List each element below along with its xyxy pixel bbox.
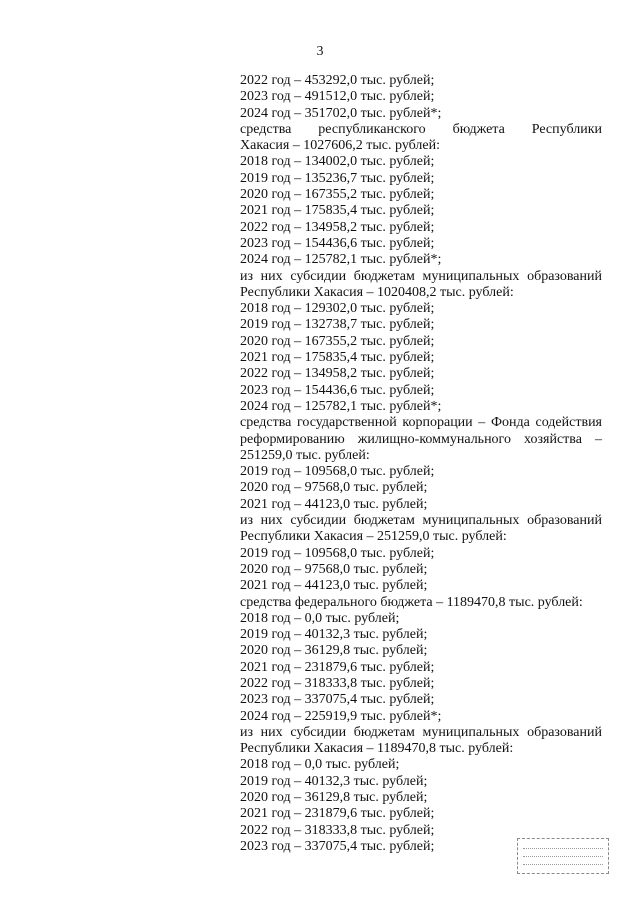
text-line: средства федерального бюджета – 1189470,8 тыс. рублей: — [240, 594, 583, 610]
text-line: из них субсидии бюджетам муниципальных образований — [240, 513, 602, 529]
text-line: 2023 год – 337075,4 тыс. рублей; — [240, 838, 435, 854]
text-line: Хакасия – 1027606,2 тыс. рублей: — [240, 138, 440, 154]
text-line: 251259,0 тыс. рублей: — [240, 447, 370, 463]
stamp-line — [523, 864, 603, 865]
text-line: 2021 год – 231879,6 тыс. рублей; — [240, 659, 435, 675]
text-line: 2018 год – 0,0 тыс. рублей; — [240, 610, 400, 626]
text-line: 2018 год – 129302,0 тыс. рублей; — [240, 301, 435, 317]
text-line: 2022 год – 318333,8 тыс. рублей; — [240, 675, 435, 691]
text-line: 2020 год – 97568,0 тыс. рублей; — [240, 561, 428, 577]
text-line: 2021 год – 175835,4 тыс. рублей; — [240, 350, 435, 366]
text-line: 2021 год – 175835,4 тыс. рублей; — [240, 203, 435, 219]
text-line: средства республиканского бюджета Республики — [240, 121, 602, 137]
text-line: 2020 год – 36129,8 тыс. рублей; — [240, 643, 428, 659]
stamp-line — [523, 856, 603, 857]
text-line: 2024 год – 351702,0 тыс. рублей*; — [240, 105, 442, 121]
text-line: 2023 год – 491512,0 тыс. рублей; — [240, 89, 435, 105]
text-line: 2022 год – 134958,2 тыс. рублей; — [240, 219, 435, 235]
text-line: 2023 год – 154436,6 тыс. рублей; — [240, 235, 435, 251]
text-line: 2022 год – 134958,2 тыс. рублей; — [240, 366, 435, 382]
text-line: 2022 год – 318333,8 тыс. рублей; — [240, 822, 435, 838]
text-line: 2018 год – 0,0 тыс. рублей; — [240, 757, 400, 773]
text-line: Республики Хакасия – 1020408,2 тыс. рублей: — [240, 284, 514, 300]
text-line: 2020 год – 167355,2 тыс. рублей; — [240, 187, 435, 203]
text-line: 2019 год – 40132,3 тыс. рублей; — [240, 627, 428, 643]
document-body — [240, 73, 602, 855]
stamp-line — [523, 848, 603, 849]
text-line: 2020 год – 167355,2 тыс. рублей; — [240, 333, 435, 349]
text-line: 2024 год – 225919,9 тыс. рублей*; — [240, 708, 442, 724]
text-line: 2019 год – 132738,7 тыс. рублей; — [240, 317, 435, 333]
text-line: 2021 год – 44123,0 тыс. рублей; — [240, 496, 428, 512]
text-line: 2024 год – 125782,1 тыс. рублей*; — [240, 398, 442, 414]
text-line: Республики Хакасия – 1189470,8 тыс. рублей: — [240, 741, 514, 757]
text-line: средства государственной корпорации – Фонда содействия — [240, 415, 602, 431]
text-line: 2019 год – 109568,0 тыс. рублей; — [240, 545, 435, 561]
text-line: 2022 год – 453292,0 тыс. рублей; — [240, 73, 435, 88]
text-line: из них субсидии бюджетам муниципальных образований — [240, 724, 602, 740]
text-line: 2019 год – 135236,7 тыс. рублей; — [240, 170, 435, 186]
text-line: 2020 год – 36129,8 тыс. рублей; — [240, 790, 428, 806]
registration-stamp — [517, 838, 609, 874]
text-line: 2020 год – 97568,0 тыс. рублей; — [240, 480, 428, 496]
text-line: 2021 год – 44123,0 тыс. рублей; — [240, 578, 428, 594]
text-line: 2024 год – 125782,1 тыс. рублей*; — [240, 252, 442, 268]
text-line: Республики Хакасия – 251259,0 тыс. рублей: — [240, 529, 507, 545]
text-line: реформированию жилищно-коммунального хозяйства – — [240, 431, 602, 447]
text-line: 2021 год – 231879,6 тыс. рублей; — [240, 806, 435, 822]
text-line: 2023 год – 154436,6 тыс. рублей; — [240, 382, 435, 398]
text-line: 2019 год – 40132,3 тыс. рублей; — [240, 773, 428, 789]
text-line: 2018 год – 134002,0 тыс. рублей; — [240, 154, 435, 170]
page-number: 3 — [316, 44, 324, 59]
text-line: 2023 год – 337075,4 тыс. рублей; — [240, 692, 435, 708]
text-line: 2019 год – 109568,0 тыс. рублей; — [240, 464, 435, 480]
text-line: из них субсидии бюджетам муниципальных образований — [240, 268, 602, 284]
